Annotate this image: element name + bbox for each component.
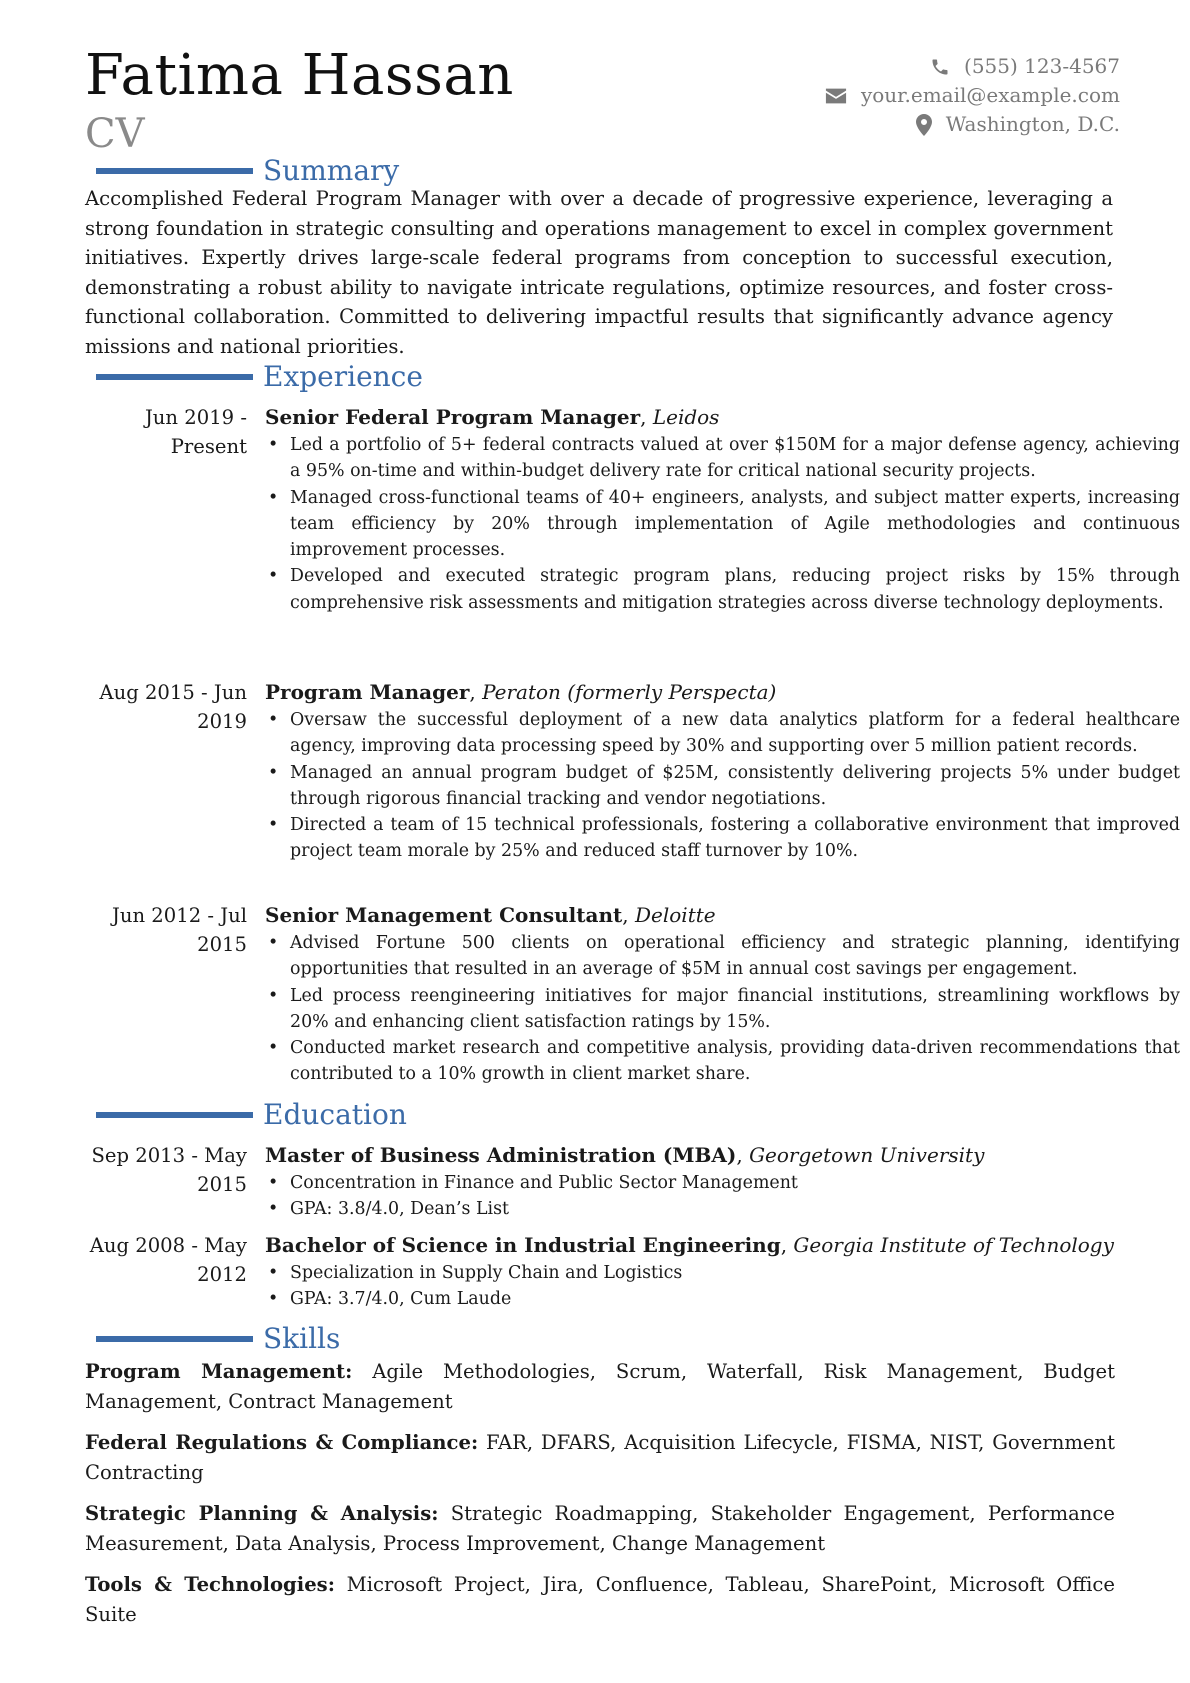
document-subtitle: CV — [85, 111, 145, 157]
experience-title: Experience — [263, 360, 423, 393]
list-item: • Specialization in Supply Chain and Logistics — [265, 1260, 1180, 1286]
list-item: • Conducted market research and competitive analysis, providing data-driven recommendations that contributed to a 10% growth in client market share. — [265, 1035, 1180, 1088]
institution: Georgia Institute of Technology — [793, 1233, 1114, 1257]
entry-dates: Aug 2015 - Jun 2019 — [99, 681, 247, 733]
summary-title: Summary — [263, 154, 400, 187]
title-separator: , — [780, 1233, 794, 1257]
skill-category: Tools & Technologies: — [85, 1573, 335, 1596]
skill-category: Program Management: — [85, 1360, 353, 1383]
title-separator: , — [736, 1143, 750, 1167]
entry-body — [265, 403, 1180, 616]
entry-title — [265, 901, 1180, 930]
entry-dates: Jun 2012 - Jul 2015 — [111, 904, 247, 956]
contact-phone[interactable] — [825, 52, 1120, 81]
skill-row — [85, 1499, 1115, 1558]
contact-block — [825, 52, 1120, 139]
email-text: your.email@example.com — [860, 83, 1120, 107]
entry-bullets — [265, 1170, 1180, 1223]
section-bar — [96, 374, 253, 380]
employer: Leidos — [652, 405, 720, 429]
entry-title — [265, 1231, 1180, 1260]
entry-title — [265, 678, 1180, 707]
skills-heading — [96, 1322, 340, 1356]
list-item: • Developed and executed strategic program plans, reducing project risks by 15% through comprehensive risk assessments and mitigation strategies across diverse technology deployments. — [265, 563, 1180, 616]
entry-title — [265, 403, 1180, 432]
employer: Peraton (formerly Perspecta) — [482, 680, 777, 704]
entry-body — [265, 901, 1180, 1088]
section-bar — [96, 1112, 253, 1118]
map-pin-icon — [916, 114, 932, 136]
list-item: • Managed cross-functional teams of 40+ engineers, analysts, and subject matter experts, increasing team efficiency by 20% through implementation of Agile methodologies and continuous improvement processes. — [265, 485, 1180, 564]
contact-location — [825, 110, 1120, 139]
entry-dates: Sep 2013 - May 2015 — [91, 1144, 247, 1196]
skill-row — [85, 1428, 1115, 1487]
title-separator: , — [469, 680, 483, 704]
entry-body — [265, 678, 1180, 865]
skill-list: Strategic Roadmapping, Stakeholder Engagement, Performance Measurement, Data Analysis, Process Improvement, Change Management — [85, 1502, 1115, 1555]
entry-bullets — [265, 930, 1180, 1088]
list-item: • GPA: 3.7/4.0, Cum Laude — [265, 1286, 1180, 1312]
entry-title — [265, 1141, 1180, 1170]
skill-row — [85, 1357, 1115, 1416]
summary-heading — [96, 154, 399, 188]
degree-title: Master of Business Administration (MBA) — [265, 1143, 737, 1167]
skill-list: FAR, DFARS, Acquisition Lifecycle, FISMA, NIST, Government Contracting — [85, 1431, 1115, 1484]
institution: Georgetown University — [749, 1143, 985, 1167]
entry-dates: Jun 2019 - Present — [144, 406, 247, 458]
title-separator: , — [622, 903, 635, 927]
skill-category: Strategic Planning & Analysis: — [85, 1502, 439, 1525]
section-bar — [96, 1336, 253, 1342]
entry-dates: Aug 2008 - May 2012 — [89, 1234, 247, 1286]
job-title: Senior Management Consultant — [265, 903, 623, 927]
entry-bullets — [265, 432, 1180, 616]
skill-list: Microsoft Project, Jira, Confluence, Tableau, SharePoint, Microsoft Office Suite — [85, 1573, 1115, 1626]
list-item: • Directed a team of 15 technical professionals, fostering a collaborative environment that improved project team morale by 25% and reduced staff turnover by 10%. — [265, 812, 1180, 865]
list-item: • GPA: 3.8/4.0, Dean’s List — [265, 1196, 1180, 1222]
degree-title: Bachelor of Science in Industrial Engineering — [265, 1233, 781, 1257]
education-heading — [96, 1098, 407, 1132]
location-text: Washington, D.C. — [945, 112, 1120, 136]
list-item: • Concentration in Finance and Public Sector Management — [265, 1170, 1180, 1196]
envelope-icon — [825, 87, 847, 105]
entry-body — [265, 1231, 1180, 1313]
job-title: Program Manager — [265, 680, 470, 704]
section-bar — [96, 168, 253, 174]
employer: Deloitte — [634, 903, 716, 927]
summary-text: Accomplished Federal Program Manager with over a decade of progressive experience, leveraging a strong foundation in strategic consulting and operations management to excel in complex government initiatives. Expertly drives large-scale federal programs from conception to successful execution, demonstrating a robust ability to navigate intricate regulations, optimize resources, and foster cross-functional collaboration. Committed to delivering impactful results that significantly advance agency missions and national priorities. — [85, 187, 1113, 358]
phone-icon — [930, 57, 950, 77]
skill-category: Federal Regulations & Compliance: — [85, 1431, 479, 1454]
entry-bullets — [265, 707, 1180, 865]
list-item: • Managed an annual program budget of $25M, consistently delivering projects 5% under budget through rigorous financial tracking and vendor negotiations. — [265, 760, 1180, 813]
skills-title: Skills — [263, 1322, 341, 1355]
education-title: Education — [263, 1098, 407, 1131]
list-item: • Advised Fortune 500 clients on operational efficiency and strategic planning, identifying opportunities that resulted in an average of $5M in annual cost savings per engagement. — [265, 930, 1180, 983]
candidate-name: Fatima Hassan — [85, 43, 514, 108]
entry-body — [265, 1141, 1180, 1223]
job-title: Senior Federal Program Manager — [265, 405, 641, 429]
contact-email[interactable] — [825, 81, 1120, 110]
skill-row — [85, 1570, 1115, 1629]
entry-bullets — [265, 1260, 1180, 1313]
phone-text: (555) 123-4567 — [964, 54, 1120, 78]
list-item: • Led a portfolio of 5+ federal contracts valued at over $150M for a major defense agency, achieving a 95% on-time and within-budget delivery rate for critical national security projects. — [265, 432, 1180, 485]
list-item: • Oversaw the successful deployment of a new data analytics platform for a federal healthcare agency, improving data processing speed by 30% and supporting over 5 million patient records. — [265, 707, 1180, 760]
title-separator: , — [640, 405, 653, 429]
skill-list: Agile Methodologies, Scrum, Waterfall, Risk Management, Budget Management, Contract Management — [85, 1360, 1116, 1413]
list-item: • Led process reengineering initiatives for major financial institutions, streamlining workflows by 20% and enhancing client satisfaction ratings by 15%. — [265, 983, 1180, 1036]
experience-heading — [96, 360, 423, 394]
